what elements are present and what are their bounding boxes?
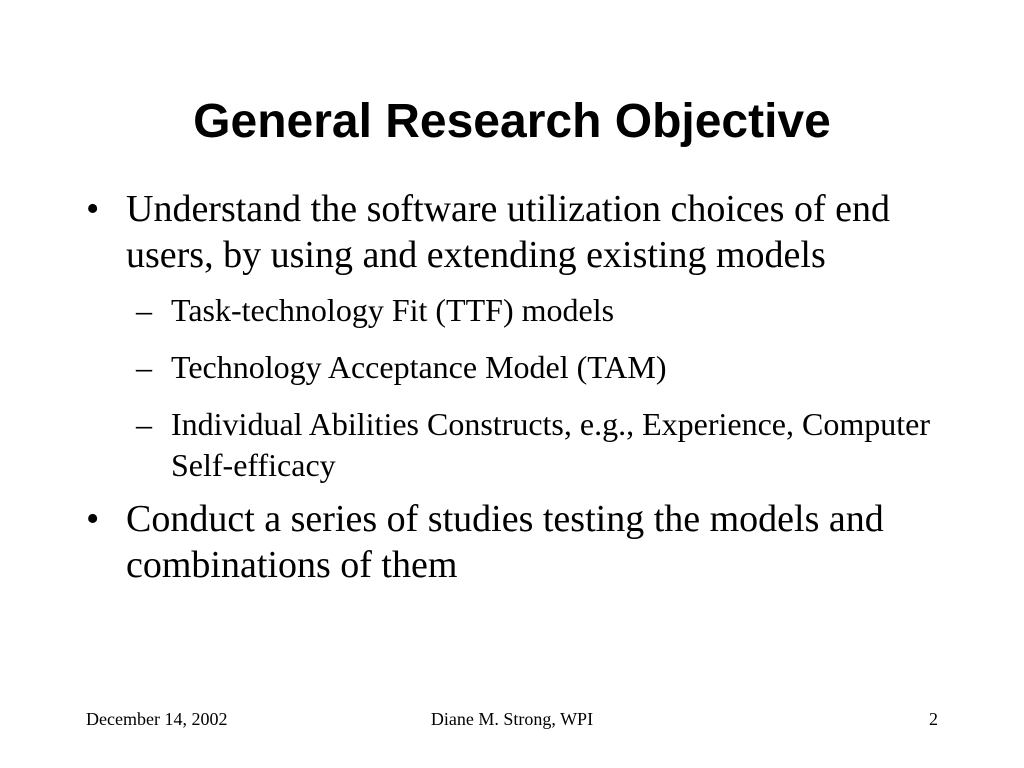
footer-author: Diane M. Strong, WPI <box>430 709 594 729</box>
footer-page-number: 2 <box>929 709 938 729</box>
bullet-marker: • <box>86 498 100 540</box>
footer-date: December 14, 2002 <box>86 709 228 729</box>
bullet-item <box>86 496 946 588</box>
sub-bullet-item <box>86 347 946 388</box>
sub-bullet-text: Individual Abilities Constructs, e.g., Experience, Computer Self-efficacy <box>171 406 930 483</box>
bullet-item <box>86 186 946 278</box>
bullet-text: Conduct a series of studies testing the models and combinations of them <box>126 498 884 586</box>
sub-bullet-item <box>86 404 946 486</box>
bullet-marker: • <box>86 188 100 230</box>
sub-bullet-item <box>86 290 946 331</box>
sub-bullet-marker: – <box>136 406 152 442</box>
sub-bullet-marker: – <box>136 292 152 328</box>
sub-bullet-text: Technology Acceptance Model (TAM) <box>171 349 667 385</box>
slide-body <box>86 186 946 588</box>
bullet-text: Understand the software utilization choices of end users, by using and extending existing models <box>126 188 890 276</box>
sub-bullet-marker: – <box>136 349 152 385</box>
sub-bullet-text: Task-technology Fit (TTF) models <box>171 292 615 328</box>
slide-title: General Research Objective <box>193 95 831 148</box>
